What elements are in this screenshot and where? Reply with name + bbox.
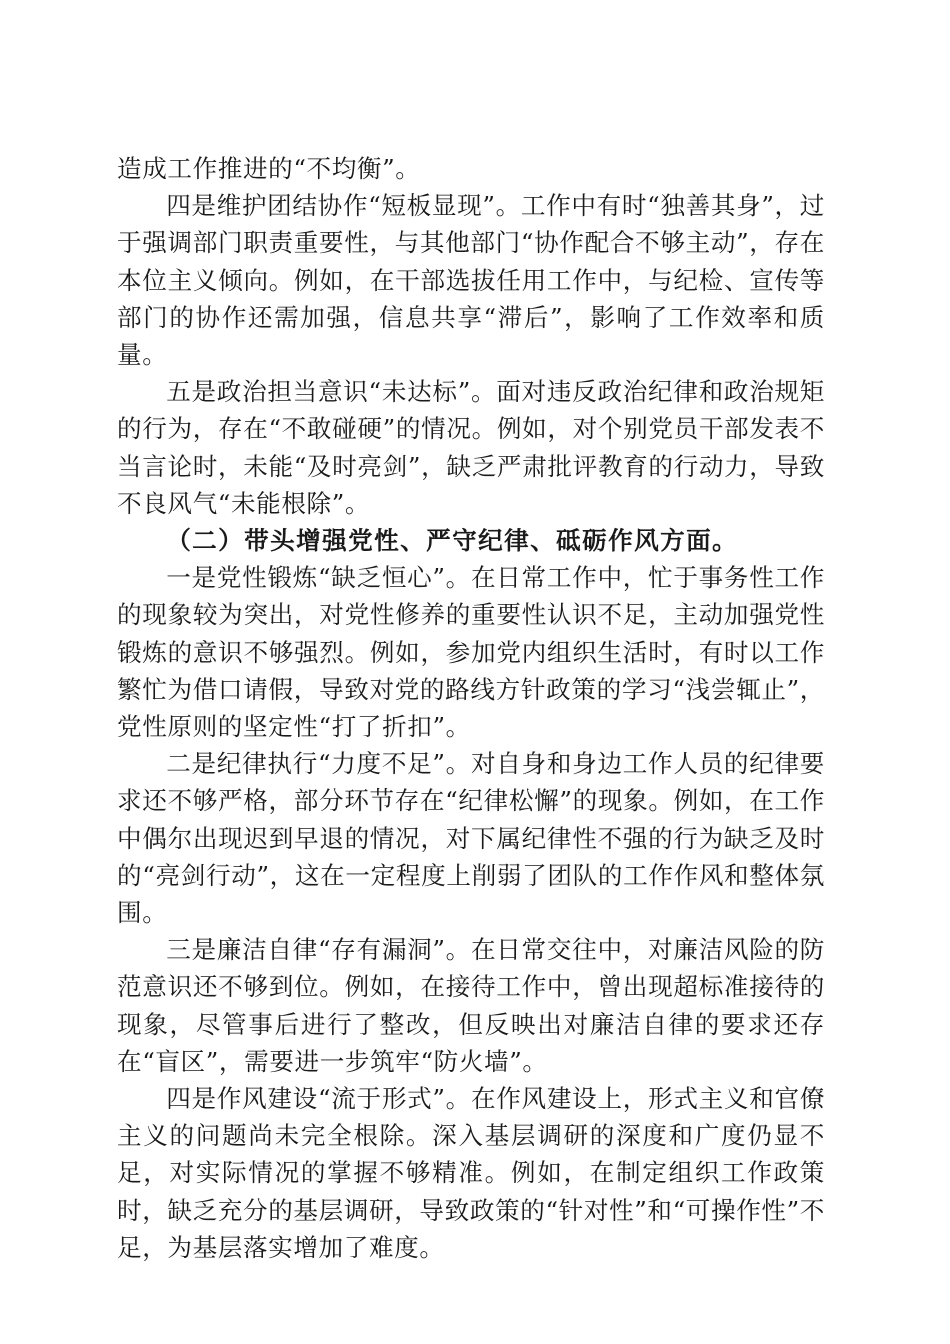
paragraph-point-one-party-spirit: 一是党性锻炼“缺乏恒心”。在日常工作中，忙于事务性工作的现象较为突出，对党性修养的重要性认识不足，主动加强党性锻炼的意识不够强烈。例如，参加党内组织生活时，有时以工作繁忙为借口请假，导致对党的路线方针政策的学习“浅尝辄止”，党性原则的坚定性“打了折扣”。 <box>117 563 825 742</box>
paragraph-point-four-unity: 四是维护团结协作“短板显现”。工作中有时“独善其身”，过于强调部门职责重要性，与其他部门“协作配合不够主动”，存在本位主义倾向。例如，在干部选拔任用工作中，与纪检、宣传等部门的协作还需加强，信息共享“滞后”，影响了工作效率和质量。 <box>117 191 825 370</box>
paragraph-point-three-integrity: 三是廉洁自律“存有漏洞”。在日常交往中，对廉洁风险的防范意识还不够到位。例如，在接待工作中，曾出现超标准接待的现象，尽管事后进行了整改，但反映出对廉洁自律的要求还存在“盲区”，需要进一步筑牢“防火墙”。 <box>117 935 825 1076</box>
paragraph-point-four-style: 四是作风建设“流于形式”。在作风建设上，形式主义和官僚主义的问题尚未完全根除。深入基层调研的深度和广度仍显不足，对实际情况的掌握不够精准。例如，在制定组织工作政策时，缺乏充分的基层调研，导致政策的“针对性”和“可操作性”不足，为基层落实增加了难度。 <box>117 1084 825 1262</box>
paragraph-point-two-discipline: 二是纪律执行“力度不足”。对自身和身边工作人员的纪律要求还不够严格，部分环节存在“纪律松懈”的现象。例如，在工作中偶尔出现迟到早退的情况，对下属纪律性不强的行为缺乏及时的“亮剑行动”，这在一定程度上削弱了团队的工作作风和整体氛围。 <box>117 749 825 928</box>
paragraph-point-five-political: 五是政治担当意识“未达标”。面对违反政治纪律和政治规矩的行为，存在“不敢碰硬”的情况。例如，对个别党员干部发表不当言论时，未能“及时亮剑”，缺乏严肃批评教育的行动力，导致不良风气“未能根除”。 <box>117 377 825 518</box>
section-heading-two: （二）带头增强党性、严守纪律、砥砺作风方面。 <box>166 526 739 556</box>
document-body <box>117 150 825 1266</box>
paragraph-continuation: 造成工作推进的“不均衡”。 <box>117 154 421 183</box>
